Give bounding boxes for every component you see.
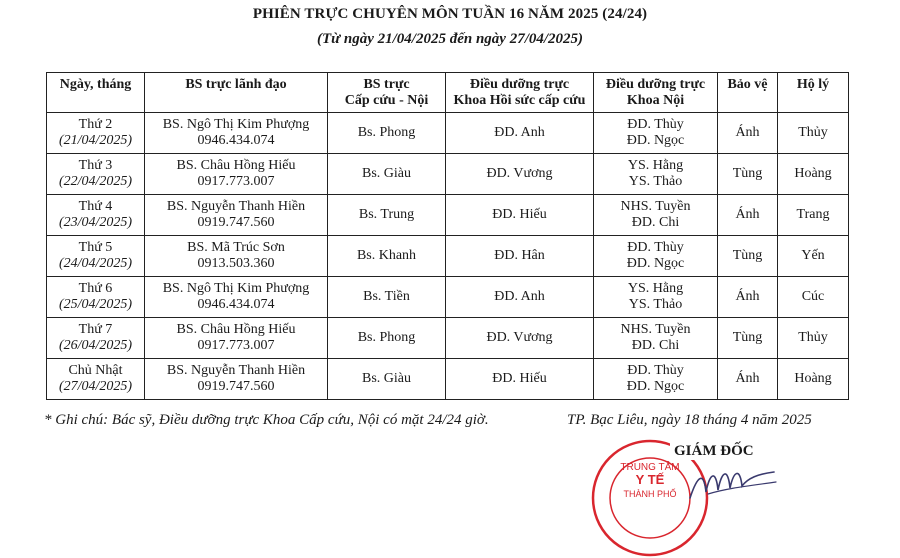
leader-cell: BS. Ngô Thị Kim Phượng 0946.434.074 — [145, 277, 328, 318]
er-doctor-cell: Bs. Tiền — [328, 277, 446, 318]
table-row — [47, 195, 849, 236]
guard-cell: Tùng — [718, 154, 778, 195]
icu-nurse-cell: ĐD. Hiếu — [446, 195, 594, 236]
column-header-guard: Bảo vệ — [718, 73, 778, 113]
leader-cell: BS. Mã Trúc Sơn 0913.503.360 — [145, 236, 328, 277]
er-doctor-cell: Bs. Giàu — [328, 359, 446, 400]
guard-cell: Ánh — [718, 359, 778, 400]
ward-nurse-cell: ĐD. Thùy ĐD. Ngọc — [594, 236, 718, 277]
director-title: GIÁM ĐỐC — [670, 443, 758, 460]
er-doctor-cell: Bs. Trung — [328, 195, 446, 236]
orderly-cell: Thủy — [778, 318, 849, 359]
er-doctor-cell: Bs. Khanh — [328, 236, 446, 277]
duty-roster-table — [46, 72, 849, 400]
er-doctor-cell: Bs. Giàu — [328, 154, 446, 195]
column-header-ward-nurse: Điều dưỡng trực Khoa Nội — [594, 73, 718, 113]
icu-nurse-cell: ĐD. Anh — [446, 113, 594, 154]
ward-nurse-cell: NHS. Tuyền ĐD. Chi — [594, 318, 718, 359]
orderly-cell: Trang — [778, 195, 849, 236]
orderly-cell: Hoàng — [778, 154, 849, 195]
icu-nurse-cell: ĐD. Vương — [446, 318, 594, 359]
stamp-text-3: THÀNH PHỐ — [623, 489, 677, 499]
icu-nurse-cell: ĐD. Anh — [446, 277, 594, 318]
date-cell: Thứ 3 (22/04/2025) — [47, 154, 145, 195]
guard-cell: Tùng — [718, 236, 778, 277]
date-cell: Chủ Nhật (27/04/2025) — [47, 359, 145, 400]
table-body — [47, 113, 849, 400]
date-cell: Thứ 7 (26/04/2025) — [47, 318, 145, 359]
guard-cell: Tùng — [718, 318, 778, 359]
table-row — [47, 154, 849, 195]
stamp-text-2: Y TẾ — [635, 472, 665, 487]
date-cell: Thứ 6 (25/04/2025) — [47, 277, 145, 318]
stamp-text-1: TRUNG TÂM — [620, 462, 680, 473]
er-doctor-cell: Bs. Phong — [328, 318, 446, 359]
leader-cell: BS. Nguyễn Thanh Hiền 0919.747.560 — [145, 195, 328, 236]
icu-nurse-cell: ĐD. Hân — [446, 236, 594, 277]
column-header-date: Ngày, tháng — [47, 73, 145, 113]
ward-nurse-cell: ĐD. Thùy ĐD. Ngọc — [594, 359, 718, 400]
column-header-icu-nurse: Điều dưỡng trực Khoa Hồi sức cấp cứu — [446, 73, 594, 113]
ward-nurse-cell: NHS. Tuyền ĐD. Chi — [594, 195, 718, 236]
date-cell: Thứ 5 (24/04/2025) — [47, 236, 145, 277]
leader-cell: BS. Châu Hồng Hiếu 0917.773.007 — [145, 318, 328, 359]
leader-cell: BS. Nguyễn Thanh Hiền 0919.747.560 — [145, 359, 328, 400]
page-subtitle: (Từ ngày 21/04/2025 đến ngày 27/04/2025) — [316, 31, 584, 47]
column-header-orderly: Hộ lý — [778, 73, 849, 113]
table-row — [47, 359, 849, 400]
table-row — [47, 236, 849, 277]
table-row — [47, 277, 849, 318]
ward-nurse-cell: ĐD. Thùy ĐD. Ngọc — [594, 113, 718, 154]
orderly-cell: Hoàng — [778, 359, 849, 400]
place-and-date: TP. Bạc Liêu, ngày 18 tháng 4 năm 2025 — [567, 412, 812, 428]
leader-cell: BS. Ngô Thị Kim Phượng 0946.434.074 — [145, 113, 328, 154]
ward-nurse-cell: YS. Hằng YS. Thảo — [594, 277, 718, 318]
date-cell: Thứ 4 (23/04/2025) — [47, 195, 145, 236]
guard-cell: Ánh — [718, 113, 778, 154]
table-header-row — [47, 73, 849, 113]
page-title: PHIÊN TRỰC CHUYÊN MÔN TUẦN 16 NĂM 2025 (24/24) — [252, 6, 648, 22]
date-cell: Thứ 2 (21/04/2025) — [47, 113, 145, 154]
column-header-er-doctor: BS trực Cấp cứu - Nội — [328, 73, 446, 113]
column-header-leader: BS trực lãnh đạo — [145, 73, 328, 113]
guard-cell: Ánh — [718, 277, 778, 318]
leader-cell: BS. Châu Hồng Hiếu 0917.773.007 — [145, 154, 328, 195]
orderly-cell: Yến — [778, 236, 849, 277]
table-row — [47, 113, 849, 154]
orderly-cell: Cúc — [778, 277, 849, 318]
table-row — [47, 318, 849, 359]
guard-cell: Ánh — [718, 195, 778, 236]
signature-mark — [688, 464, 778, 504]
icu-nurse-cell: ĐD. Hiếu — [446, 359, 594, 400]
orderly-cell: Thủy — [778, 113, 849, 154]
footnote: * Ghi chú: Bác sỹ, Điều dưỡng trực Khoa Cấp cứu, Nội có mặt 24/24 giờ. — [44, 412, 489, 428]
icu-nurse-cell: ĐD. Vương — [446, 154, 594, 195]
ward-nurse-cell: YS. Hằng YS. Thảo — [594, 154, 718, 195]
er-doctor-cell: Bs. Phong — [328, 113, 446, 154]
